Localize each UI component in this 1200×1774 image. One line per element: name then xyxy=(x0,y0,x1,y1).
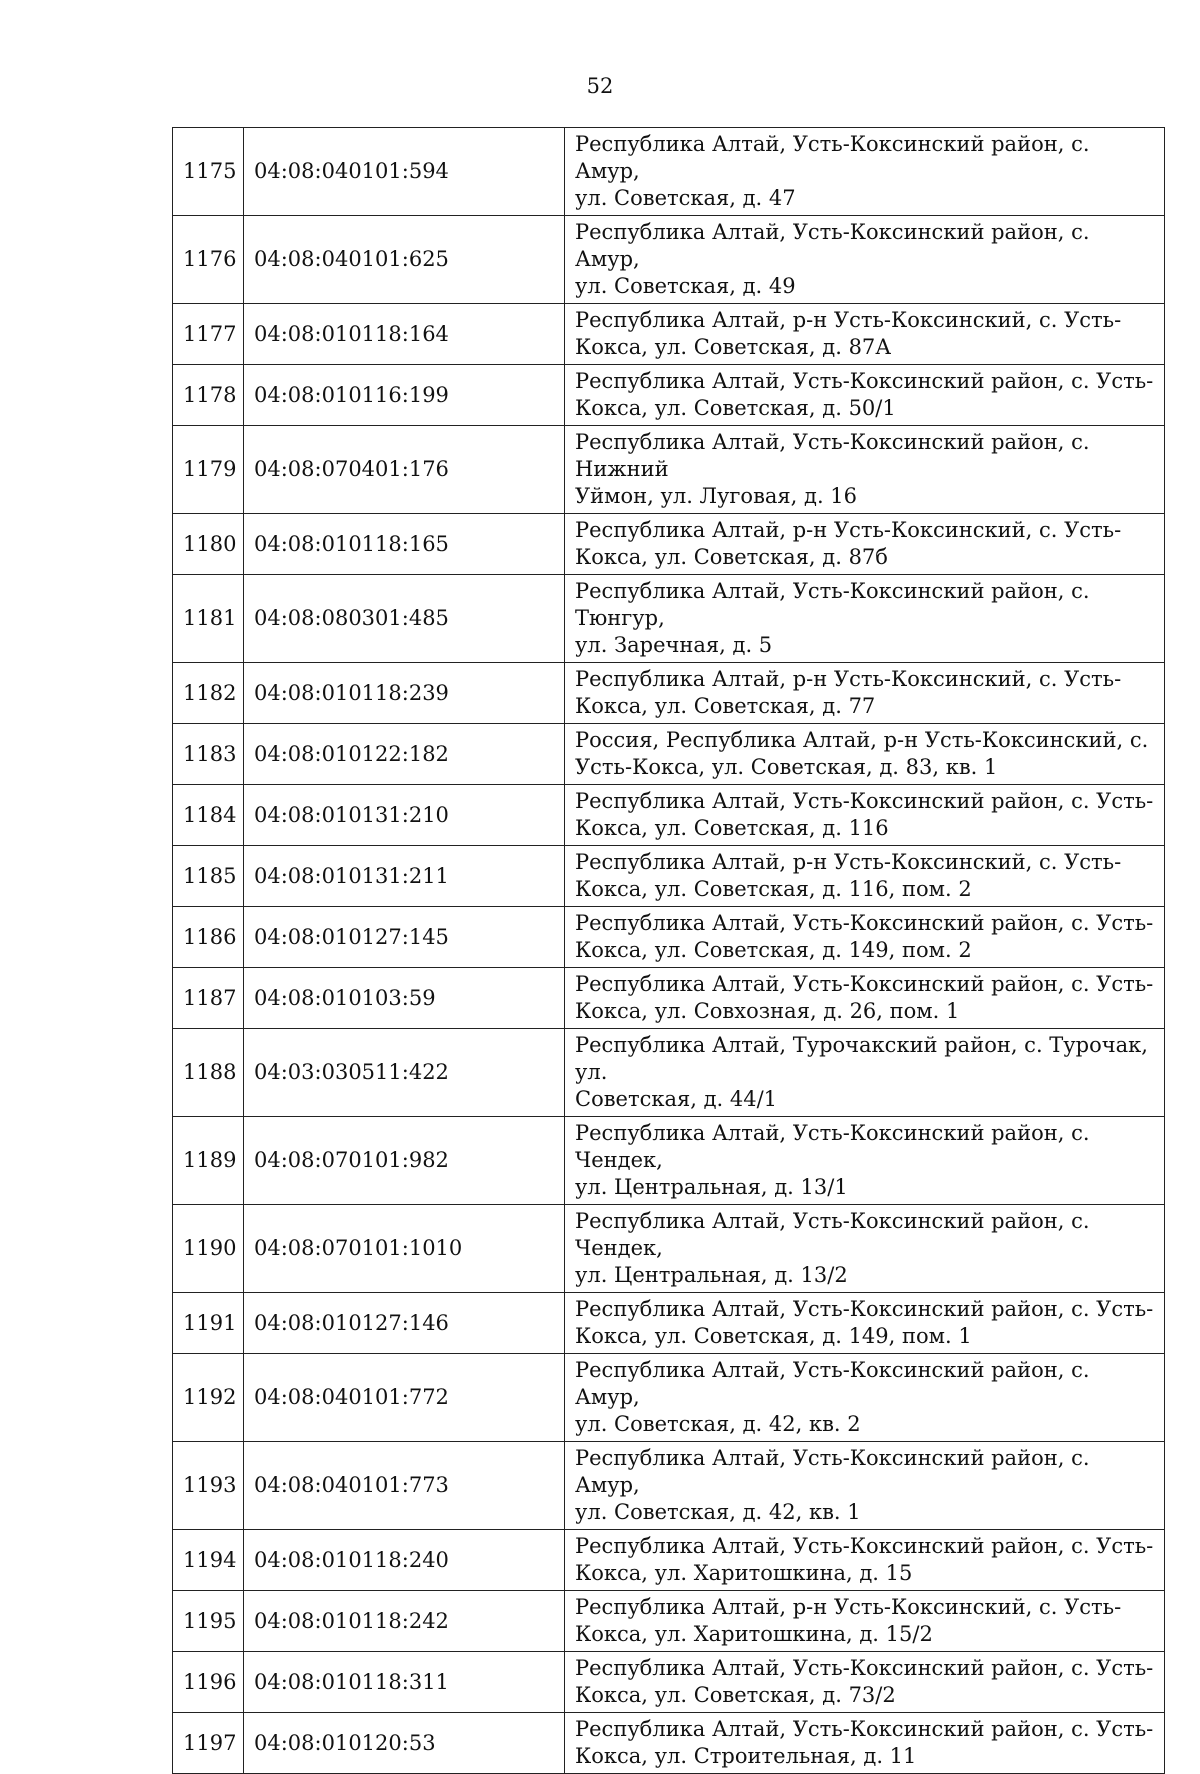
address-line: Республика Алтай, Усть-Коксинский район, с. Амур, xyxy=(575,1358,1090,1409)
row-number-cell: 1188 xyxy=(173,1029,244,1117)
cadastral-number-cell: 04:08:080301:485 xyxy=(244,575,565,663)
address-line: ул. Центральная, д. 13/2 xyxy=(575,1263,848,1287)
cadastral-number-cell: 04:08:010118:164 xyxy=(244,304,565,365)
row-number-cell: 1182 xyxy=(173,663,244,724)
table-row xyxy=(173,365,1165,426)
address-cell xyxy=(565,907,1165,968)
address-line: Кокса, ул. Советская, д. 116 xyxy=(575,816,889,840)
table-row xyxy=(173,304,1165,365)
address-cell xyxy=(565,1354,1165,1442)
address-cell xyxy=(565,1117,1165,1205)
table-row xyxy=(173,785,1165,846)
address-cell xyxy=(565,575,1165,663)
address-line: Кокса, ул. Советская, д. 77 xyxy=(575,694,876,718)
table-row xyxy=(173,1354,1165,1442)
address-line: Республика Алтай, р-н Усть-Коксинский, с. Усть- xyxy=(575,1595,1122,1619)
address-line: Кокса, ул. Советская, д. 50/1 xyxy=(575,396,896,420)
address-line: Кокса, ул. Строительная, д. 11 xyxy=(575,1744,917,1768)
address-line: Республика Алтай, Усть-Коксинский район, с. Чендек, xyxy=(575,1121,1090,1172)
address-cell xyxy=(565,365,1165,426)
address-line: Кокса, ул. Советская, д. 73/2 xyxy=(575,1683,896,1707)
cadastral-number-cell: 04:08:040101:625 xyxy=(244,216,565,304)
address-line: Советская, д. 44/1 xyxy=(575,1087,778,1111)
cadastral-number-cell: 04:08:010131:211 xyxy=(244,846,565,907)
cadastral-number-cell: 04:08:040101:772 xyxy=(244,1354,565,1442)
address-line: Республика Алтай, Усть-Коксинский район, с. Усть- xyxy=(575,1297,1154,1321)
address-line: ул. Советская, д. 49 xyxy=(575,274,796,298)
cadastral-number-cell: 04:08:010118:242 xyxy=(244,1591,565,1652)
address-line: Республика Алтай, Усть-Коксинский район, с. Амур, xyxy=(575,132,1090,183)
table-row xyxy=(173,216,1165,304)
row-number-cell: 1176 xyxy=(173,216,244,304)
table-row xyxy=(173,426,1165,514)
registry-table-body xyxy=(173,128,1165,1774)
address-line: Кокса, ул. Харитошкина, д. 15 xyxy=(575,1561,913,1585)
cadastral-number-cell: 04:08:010103:59 xyxy=(244,968,565,1029)
address-line: Кокса, ул. Советская, д. 149, пом. 1 xyxy=(575,1324,972,1348)
cadastral-number-cell: 04:08:010118:311 xyxy=(244,1652,565,1713)
address-line: Республика Алтай, Усть-Коксинский район, с. Усть- xyxy=(575,1534,1154,1558)
cadastral-number-cell: 04:08:010122:182 xyxy=(244,724,565,785)
table-row xyxy=(173,1205,1165,1293)
address-cell xyxy=(565,1029,1165,1117)
row-number-cell: 1183 xyxy=(173,724,244,785)
address-cell xyxy=(565,1652,1165,1713)
row-number-cell: 1179 xyxy=(173,426,244,514)
table-row xyxy=(173,1117,1165,1205)
page-number: 52 xyxy=(586,74,614,98)
table-row xyxy=(173,1713,1165,1774)
cadastral-number-cell: 04:08:010118:239 xyxy=(244,663,565,724)
address-line: Республика Алтай, Усть-Коксинский район, с. Усть- xyxy=(575,1656,1154,1680)
address-line: Кокса, ул. Советская, д. 87А xyxy=(575,335,892,359)
address-cell xyxy=(565,1713,1165,1774)
row-number-cell: 1196 xyxy=(173,1652,244,1713)
address-cell xyxy=(565,1293,1165,1354)
cadastral-number-cell: 04:08:070101:982 xyxy=(244,1117,565,1205)
row-number-cell: 1191 xyxy=(173,1293,244,1354)
address-cell xyxy=(565,846,1165,907)
address-line: ул. Советская, д. 47 xyxy=(575,186,796,210)
table-row xyxy=(173,128,1165,216)
row-number-cell: 1185 xyxy=(173,846,244,907)
address-line: Республика Алтай, Усть-Коксинский район, с. Амур, xyxy=(575,220,1090,271)
address-line: Республика Алтай, Усть-Коксинский район, с. Усть- xyxy=(575,972,1154,996)
address-line: Республика Алтай, Усть-Коксинский район, с. Усть- xyxy=(575,1717,1154,1741)
address-cell xyxy=(565,724,1165,785)
table-row xyxy=(173,1442,1165,1530)
cadastral-number-cell: 04:08:010118:240 xyxy=(244,1530,565,1591)
address-cell xyxy=(565,1591,1165,1652)
address-line: Кокса, ул. Советская, д. 149, пом. 2 xyxy=(575,938,972,962)
row-number-cell: 1175 xyxy=(173,128,244,216)
table-row xyxy=(173,1530,1165,1591)
address-cell xyxy=(565,128,1165,216)
address-line: Республика Алтай, Усть-Коксинский район, с. Тюнгур, xyxy=(575,579,1090,630)
table-row xyxy=(173,907,1165,968)
address-line: Республика Алтай, Усть-Коксинский район, с. Амур, xyxy=(575,1446,1090,1497)
address-cell xyxy=(565,304,1165,365)
row-number-cell: 1189 xyxy=(173,1117,244,1205)
table-row xyxy=(173,846,1165,907)
address-cell xyxy=(565,1205,1165,1293)
address-line: Кокса, ул. Советская, д. 87б xyxy=(575,545,888,569)
cadastral-number-cell: 04:08:010116:199 xyxy=(244,365,565,426)
table-row xyxy=(173,575,1165,663)
address-cell xyxy=(565,1530,1165,1591)
address-line: Республика Алтай, р-н Усть-Коксинский, с. Усть- xyxy=(575,667,1122,691)
table-row xyxy=(173,1591,1165,1652)
address-line: Кокса, ул. Совхозная, д. 26, пом. 1 xyxy=(575,999,960,1023)
row-number-cell: 1193 xyxy=(173,1442,244,1530)
cadastral-number-cell: 04:08:040101:594 xyxy=(244,128,565,216)
address-cell xyxy=(565,785,1165,846)
address-line: Республика Алтай, р-н Усть-Коксинский, с. Усть- xyxy=(575,518,1122,542)
cadastral-number-cell: 04:08:070101:1010 xyxy=(244,1205,565,1293)
property-registry-table xyxy=(172,127,1165,1774)
cadastral-number-cell: 04:08:010131:210 xyxy=(244,785,565,846)
table-row xyxy=(173,1029,1165,1117)
row-number-cell: 1178 xyxy=(173,365,244,426)
row-number-cell: 1197 xyxy=(173,1713,244,1774)
table-row xyxy=(173,1293,1165,1354)
table-row xyxy=(173,968,1165,1029)
address-cell xyxy=(565,426,1165,514)
address-line: Усть-Кокса, ул. Советская, д. 83, кв. 1 xyxy=(575,755,998,779)
address-line: Республика Алтай, Усть-Коксинский район, с. Усть- xyxy=(575,789,1154,813)
address-line: ул. Центральная, д. 13/1 xyxy=(575,1175,848,1199)
address-line: Республика Алтай, р-н Усть-Коксинский, с. Усть- xyxy=(575,308,1122,332)
address-cell xyxy=(565,1442,1165,1530)
address-line: ул. Советская, д. 42, кв. 2 xyxy=(575,1412,861,1436)
row-number-cell: 1192 xyxy=(173,1354,244,1442)
cadastral-number-cell: 04:08:010127:146 xyxy=(244,1293,565,1354)
address-line: Уймон, ул. Луговая, д. 16 xyxy=(575,484,858,508)
address-line: Кокса, ул. Харитошкина, д. 15/2 xyxy=(575,1622,933,1646)
address-cell xyxy=(565,663,1165,724)
table-row xyxy=(173,724,1165,785)
row-number-cell: 1181 xyxy=(173,575,244,663)
row-number-cell: 1187 xyxy=(173,968,244,1029)
address-line: ул. Заречная, д. 5 xyxy=(575,633,773,657)
cadastral-number-cell: 04:08:070401:176 xyxy=(244,426,565,514)
cadastral-number-cell: 04:08:010120:53 xyxy=(244,1713,565,1774)
cadastral-number-cell: 04:03:030511:422 xyxy=(244,1029,565,1117)
address-line: Республика Алтай, Усть-Коксинский район, с. Усть- xyxy=(575,369,1154,393)
row-number-cell: 1186 xyxy=(173,907,244,968)
row-number-cell: 1184 xyxy=(173,785,244,846)
address-line: Республика Алтай, Усть-Коксинский район, с. Нижний xyxy=(575,430,1090,481)
table-row xyxy=(173,1652,1165,1713)
address-line: Республика Алтай, р-н Усть-Коксинский, с. Усть- xyxy=(575,850,1122,874)
address-cell xyxy=(565,216,1165,304)
row-number-cell: 1177 xyxy=(173,304,244,365)
table-row xyxy=(173,514,1165,575)
row-number-cell: 1180 xyxy=(173,514,244,575)
row-number-cell: 1195 xyxy=(173,1591,244,1652)
address-line: Республика Алтай, Турочакский район, с. Турочак, ул. xyxy=(575,1033,1148,1084)
row-number-cell: 1190 xyxy=(173,1205,244,1293)
table-row xyxy=(173,663,1165,724)
address-line: Республика Алтай, Усть-Коксинский район, с. Чендек, xyxy=(575,1209,1090,1260)
row-number-cell: 1194 xyxy=(173,1530,244,1591)
address-line: ул. Советская, д. 42, кв. 1 xyxy=(575,1500,861,1524)
cadastral-number-cell: 04:08:040101:773 xyxy=(244,1442,565,1530)
address-cell xyxy=(565,514,1165,575)
address-cell xyxy=(565,968,1165,1029)
cadastral-number-cell: 04:08:010118:165 xyxy=(244,514,565,575)
address-line: Кокса, ул. Советская, д. 116, пом. 2 xyxy=(575,877,972,901)
address-line: Россия, Республика Алтай, р-н Усть-Коксинский, с. xyxy=(575,728,1149,752)
address-line: Республика Алтай, Усть-Коксинский район, с. Усть- xyxy=(575,911,1154,935)
cadastral-number-cell: 04:08:010127:145 xyxy=(244,907,565,968)
